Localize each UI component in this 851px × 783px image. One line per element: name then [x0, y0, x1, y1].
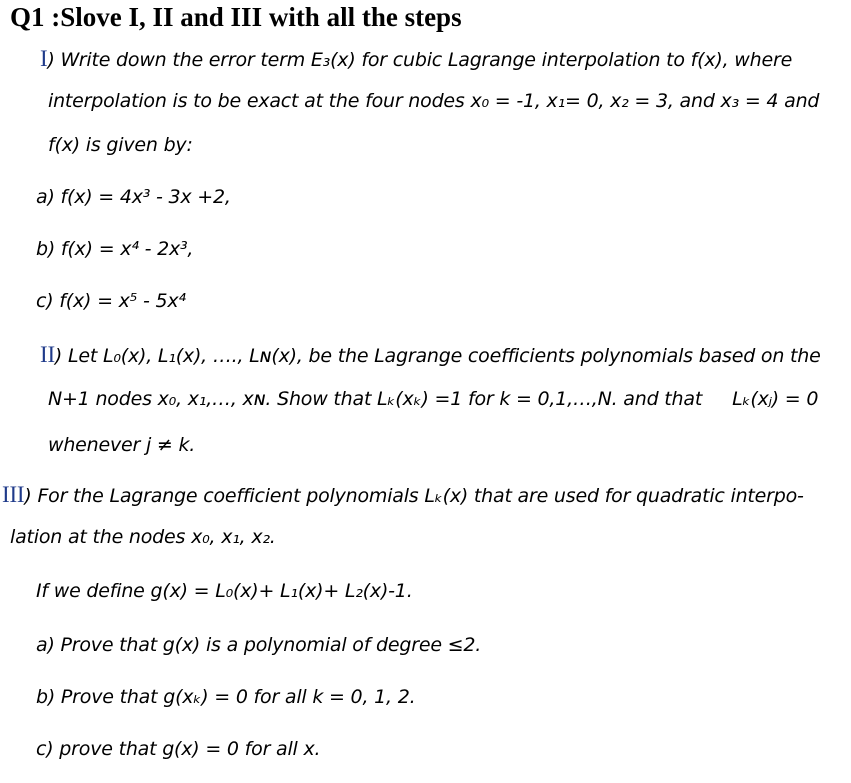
question-title: Q1 :Slove I, II and III with all the steps — [10, 2, 462, 32]
part2-line3: whenever j ≠ k. — [48, 434, 196, 456]
part1-item-a: a) f(x) = 4x³ - 3x +2, — [36, 186, 231, 208]
part1-item-c: c) f(x) = x⁵ - 5x⁴ — [36, 290, 186, 312]
part2-line2-text: N+1 nodes x₀, x₁,…, xɴ. Show that Lₖ(xₖ) =1 for k = 0,1,…,N. and that — [48, 388, 703, 410]
part3-item-b: b) Prove that g(xₖ) = 0 for all k = 0, 1, 2. — [36, 686, 416, 708]
part1-line2: interpolation is to be exact at the four nodes x₀ = -1, x₁= 0, x₂ = 3, and x₃ = 4 and — [48, 90, 820, 112]
part3-item-c: c) prove that g(x) = 0 for all x. — [36, 738, 321, 760]
part2-numeral: II — [40, 342, 55, 367]
part1-numeral: I — [40, 46, 48, 71]
part3-line2: lation at the nodes x₀, x₁, x₂. — [10, 526, 276, 548]
part3-line1 — [2, 482, 804, 508]
part1-line1 — [40, 46, 792, 72]
part1-line1-text: ) Write down the error term E₃(x) for cubic Lagrange interpolation to f(x), where — [47, 49, 793, 71]
part1-line3: f(x) is given by: — [48, 134, 193, 156]
part3-numeral: III — [2, 482, 25, 507]
part2-line2 — [48, 388, 818, 410]
part3-line3: If we define g(x) = L₀(x)+ L₁(x)+ L₂(x)-1. — [36, 580, 413, 602]
part2-line2-eq: Lₖ(xⱼ) = 0 — [732, 388, 819, 410]
part1-item-b: b) f(x) = x⁴ - 2x³, — [36, 238, 194, 260]
part2-line1-text: ) Let L₀(x), L₁(x), …., Lɴ(x), be the Lagrange coefficients polynomials based on the — [54, 345, 821, 367]
part2-line1 — [40, 342, 821, 368]
part3-line1-text: ) For the Lagrange coefficient polynomials Lₖ(x) that are used for quadratic interpo- — [24, 485, 804, 507]
part3-item-a: a) Prove that g(x) is a polynomial of degree ≤2. — [36, 634, 482, 656]
